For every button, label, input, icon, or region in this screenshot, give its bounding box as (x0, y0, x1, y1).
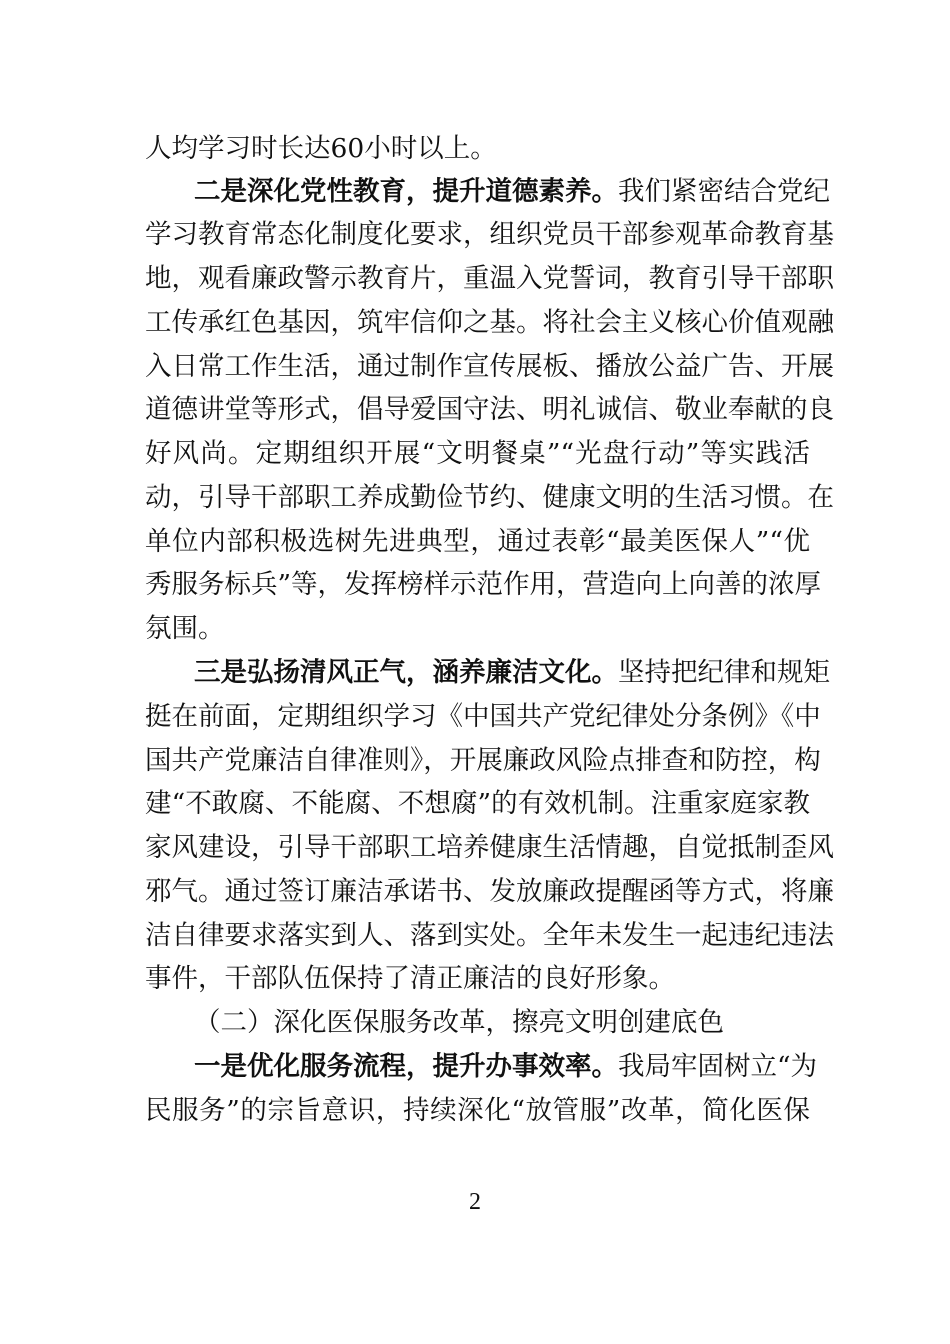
paragraph-line: 事件，干部队伍保持了清正廉洁的良好形象。 (145, 963, 675, 994)
paragraph-line: 工传承红色基因，筑牢信仰之基。将社会主义核心价值观融 (145, 307, 834, 338)
page-number: 2 (469, 1189, 481, 1215)
paragraph-line: 建“不敢腐、不能腐、不想腐”的有效机制。注重家庭家教 (145, 788, 810, 819)
paragraph-line: 邪气。通过签订廉洁承诺书、发放廉政提醒函等方式，将廉 (145, 876, 834, 907)
paragraph-first-line (194, 172, 830, 212)
paragraph-line: 道德讲堂等形式，倡导爱国守法、明礼诚信、敬业奉献的良 (145, 394, 834, 425)
paragraph-line: 民服务”的宗旨意识，持续深化“放管服”改革，简化医保 (145, 1095, 810, 1126)
paragraph-line: 家风建设，引导干部职工培养健康生活情趣，自觉抵制歪风 (145, 832, 834, 863)
paragraph-line: 好风尚。定期组织开展“文明餐桌”“光盘行动”等实践活 (145, 438, 810, 469)
paragraph-line: 入日常工作生活，通过制作宣传展板、播放公益广告、开展 (145, 351, 834, 382)
paragraph-line: 洁自律要求落实到人、落到实处。全年未发生一起违纪违法 (145, 920, 834, 951)
paragraph-first-line (194, 653, 830, 693)
paragraph-line: 秀服务标兵”等，发挥榜样示范作用，营造向上向善的浓厚 (145, 569, 822, 600)
paragraph-line: 挺在前面，定期组织学习《中国共产党纪律处分条例》《中 (145, 701, 821, 732)
paragraph-lead: 三是弘扬清风正气，涵养廉洁文化。 (194, 657, 618, 688)
paragraph-line: 学习教育常态化制度化要求，组织党员干部参观革命教育基 (145, 219, 834, 250)
paragraph-line: 氛围。 (145, 613, 225, 644)
paragraph-text: 我局牢固树立“为 (618, 1051, 818, 1082)
section-heading: （二）深化医保服务改革，擦亮文明创建底色 (194, 1007, 724, 1038)
paragraph-line: 单位内部积极选树先进典型，通过表彰“最美医保人”“优 (145, 526, 810, 557)
paragraph-line: 人均学习时长达60小时以上。 (145, 133, 497, 164)
paragraph-lead: 一是优化服务流程，提升办事效率。 (194, 1051, 618, 1082)
paragraph-lead: 二是深化党性教育，提升道德素养。 (194, 176, 618, 207)
paragraph-first-line (194, 1047, 818, 1087)
paragraph-text: 坚持把纪律和规矩 (618, 657, 830, 688)
paragraph-line: 动，引导干部职工养成勤俭节约、健康文明的生活习惯。在 (145, 482, 834, 513)
paragraph-line: 地，观看廉政警示教育片，重温入党誓词，教育引导干部职 (145, 263, 834, 294)
paragraph-line: 国共产党廉洁自律准则》，开展廉政风险点排查和防控，构 (145, 745, 821, 776)
paragraph-text: 我们紧密结合党纪 (618, 176, 830, 207)
